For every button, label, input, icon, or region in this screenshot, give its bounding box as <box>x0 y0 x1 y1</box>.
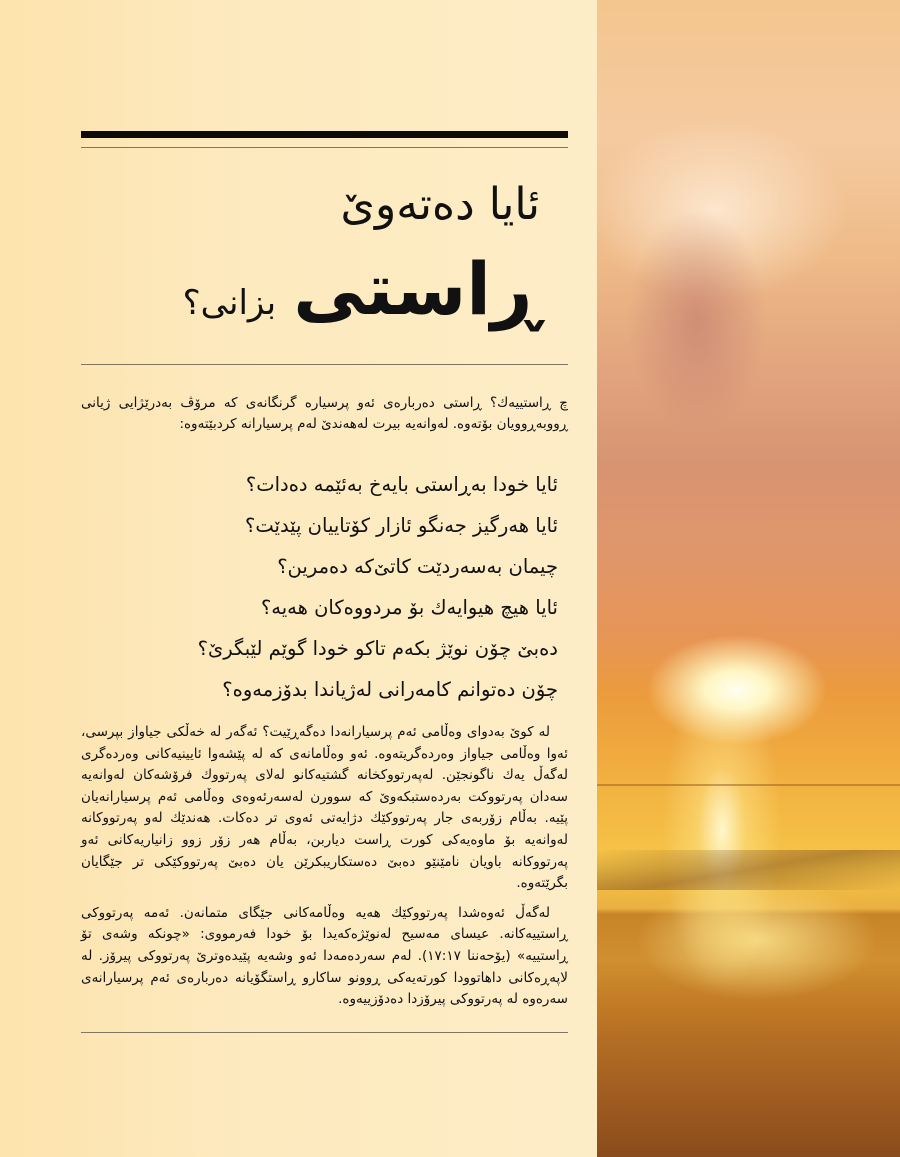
title-emphasis-word: ڕاستی <box>293 247 540 331</box>
sea-horizon <box>597 784 900 786</box>
title-trailing-word: بزانی؟ <box>182 283 277 323</box>
question-item: ئایا هەرگیز جەنگو ئازار کۆتاییان پێدێت؟ <box>245 514 558 537</box>
question-item: چۆن دەتوانم کامەرانی لەژیاندا بدۆزمەوە؟ <box>222 678 558 701</box>
question-item: ئایا هیچ هیوایەك بۆ مردووەکان هەیە؟ <box>260 596 558 619</box>
page-title <box>81 170 568 350</box>
title-divider <box>81 364 568 365</box>
shoreline-wave <box>597 850 900 890</box>
title-line-1: ئایا دەتەوێ <box>340 179 540 230</box>
question-item: دەبێ چۆن نوێژ بکەم تاکو خودا گوێم لێبگرێ؟ <box>197 637 558 660</box>
intro-paragraph: چ ڕاستییەك؟ ڕاستی دەربارەی ئەو پرسیارە گرنگانەی کە مرۆڤ بەدرێژایی ژیانی ڕووبەڕوویان بۆتەوە. لەوانەیە بیرت لەهەندێ لەم پرسیارانە کردبێتەوە: <box>81 395 568 432</box>
question-item: چیمان بەسەردێت کاتێ‌کە دەمرین؟ <box>277 555 558 578</box>
body-text <box>81 722 568 1019</box>
top-thick-rule <box>81 131 568 138</box>
body-paragraph-2: لەگەڵ ئەوەشدا پەرتووکێك هەیە وەڵامەکانی جێگای متمانەن. ئەمە پەرتووکی ڕاستییەکانە. عیسای مەسیح لەنوێژەکەیدا بۆ خودا فەرمووی: «چونکە وشەی تۆ ڕاستییە» (یۆحەننا ١٧:١٧). لەم سەردەمەدا ئەو وشەیە پێیدەوترێ پەرتووکی پیرۆز. لە لاپەڕەکانی داهاتوودا کورتەیەکی ڕوونو ساکارو ڕاستگۆیانە دەربارەی ئەم پرسیارانەی سەرەوە لە پەرتووکی پیرۆزدا دەدۆزییەوە. <box>81 904 568 1008</box>
top-thin-rule <box>81 147 568 148</box>
title-line-2 <box>81 249 540 349</box>
question-list <box>150 464 570 710</box>
bottom-divider <box>81 1032 568 1033</box>
sunset-beach-photo <box>597 0 900 1157</box>
question-item: ئایا خودا بەڕاستی بایەخ بەئێمە دەدات؟ <box>245 473 558 496</box>
body-paragraph-1: لە کوێ بەدوای وەڵامی ئەم پرسیارانەدا دەگەڕێیت؟ ئەگەر لە خەڵکی جیاواز بپرسی، ئەوا وەڵامی جیاواز وەردەگریتەوە. ئەو وەڵامانەی کە لە پێشەوا ئایینیەکانی وەردەگری لەگەڵ یەك ناگونجێن. لەپەرتووکخانە گشتیەکانو لەلای پەرتووك فرۆشەکان لەوانەیە سەدان پەرتووکت بەردەستبکەوێ کە سوورن لەسەرئەوەی وەڵامی ئەم پرسیارانەیان پێیە. بەڵام زۆربەی جار پەرتووکێك دژایەتی ئەوی تر دەکات. هەندێك لەو پەرتووکانە لەوانەیە بۆ ماوەیەکی کورت ڕاست دیاربن، بەڵام هەر زۆر زوو زانیاریەکانی ئەو پەرتووکانە باویان نامێنێو دەبێ دەستکاریبکرێن یان دەبێ پەرتووکێکی تر جێگایان بگرێتەوە. <box>81 724 568 892</box>
